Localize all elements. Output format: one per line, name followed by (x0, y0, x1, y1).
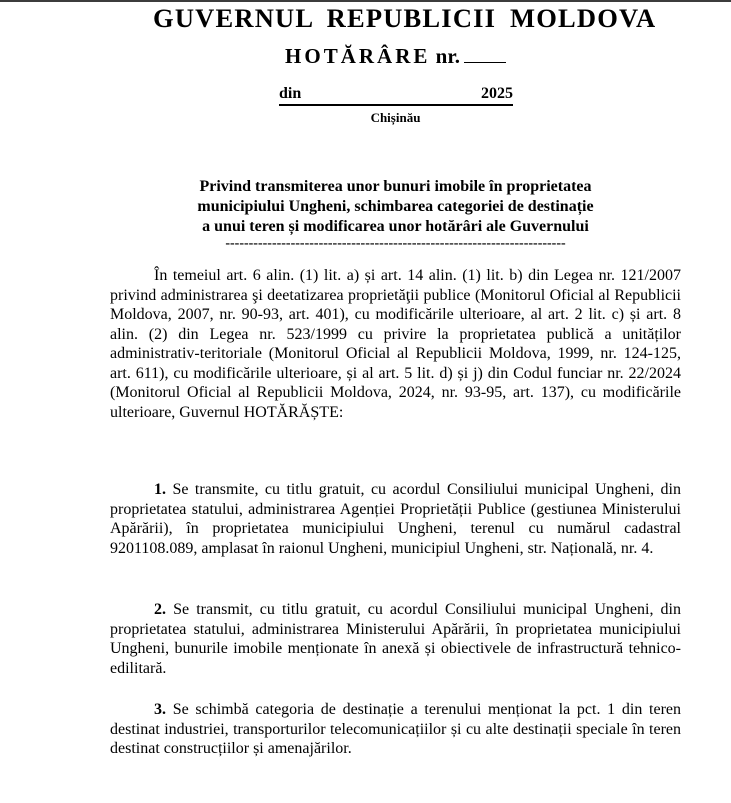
subject-line: Privind transmiterea unor bunuri imobile în proprietatea (199, 178, 592, 195)
decision-number-blank (464, 42, 506, 63)
point-2-paragraph (110, 600, 681, 678)
city-name: Chișinău (370, 110, 421, 125)
decision-nr-label: nr. (435, 44, 460, 68)
subject-line: a unui teren și modificarea unor hotărâri ale Guvernului (202, 218, 589, 235)
decision-date-line (279, 84, 513, 106)
point-3-paragraph (110, 700, 681, 759)
subject-line: municipiului Ungheni, schimbarea categoriei de destinație (197, 198, 594, 215)
point-text: Se transmite, cu titlu gratuit, cu acordul Consiliului municipal Ungheni, din proprietatea statului, administrarea Agenției Proprietății Publice (gestiunea Ministerului Apărării), în proprietatea municipiului Ungheni, terenul cu numărul cadastral 9201108.089, amplasat în raionul Ungheni, municipiul Ungheni, str. Națională, nr. 4. (110, 481, 681, 557)
point-number: 1. (154, 481, 166, 498)
point-number: 3. (154, 701, 166, 718)
decision-heading (110, 42, 681, 70)
subject-separator: ------------------------------------------------------------------------- (225, 236, 566, 251)
date-prefix: din (279, 85, 302, 102)
point-text: Se transmit, cu titlu gratuit, cu acordul Consiliului municipal Ungheni, din proprietatea statului, administrarea Ministerului Apărării, în proprietatea municipiului Ungheni, bunurile imobile menționate în anexă și obiectivele de infrastructură tehnico-edilitară. (110, 601, 681, 677)
point-number: 2. (154, 601, 166, 618)
preamble-paragraph: În temeiul art. 6 alin. (1) lit. a) și art. 14 alin. (1) lit. b) din Legea nr. 121/2007 privind administrarea şi deetatizarea proprietăţii publice (Monitorul Oficial al Republicii Moldova, 2007, nr. 90-93, art. 401), cu modificările ulterioare, al art. 2 lit. c) și art. 8 alin. (2) din Legea nr. 523/1999 cu privire la proprietatea publică a unităților administrativ-teritoriale (Monitorul Oficial al Republicii Moldova, 1999, nr. 124-125, art. 611), cu modificările ulterioare, și al art. 5 lit. d) și j) din Codul funciar nr. 22/2024 (Monitorul Oficial al Republicii Moldova, 2024, nr. 93-95, art. 137), cu modificările ulterioare, Guvernul HOTĂRĂȘTE: (110, 267, 681, 421)
decision-label: HOTĂRÂRE (285, 44, 431, 68)
date-year: 2025 (481, 85, 513, 102)
point-text: Se schimbă categoria de destinație a terenului menționat la pct. 1 din teren destinat industriei, transporturilor telecomunicațiilor și cu alte destinații speciale în teren destinat construcțiilor și amenajărilor. (110, 701, 681, 757)
government-heading: GUVERNUL REPUBLICII MOLDOVA (153, 3, 657, 33)
point-1-paragraph (110, 480, 681, 558)
decision-subject (110, 177, 681, 251)
